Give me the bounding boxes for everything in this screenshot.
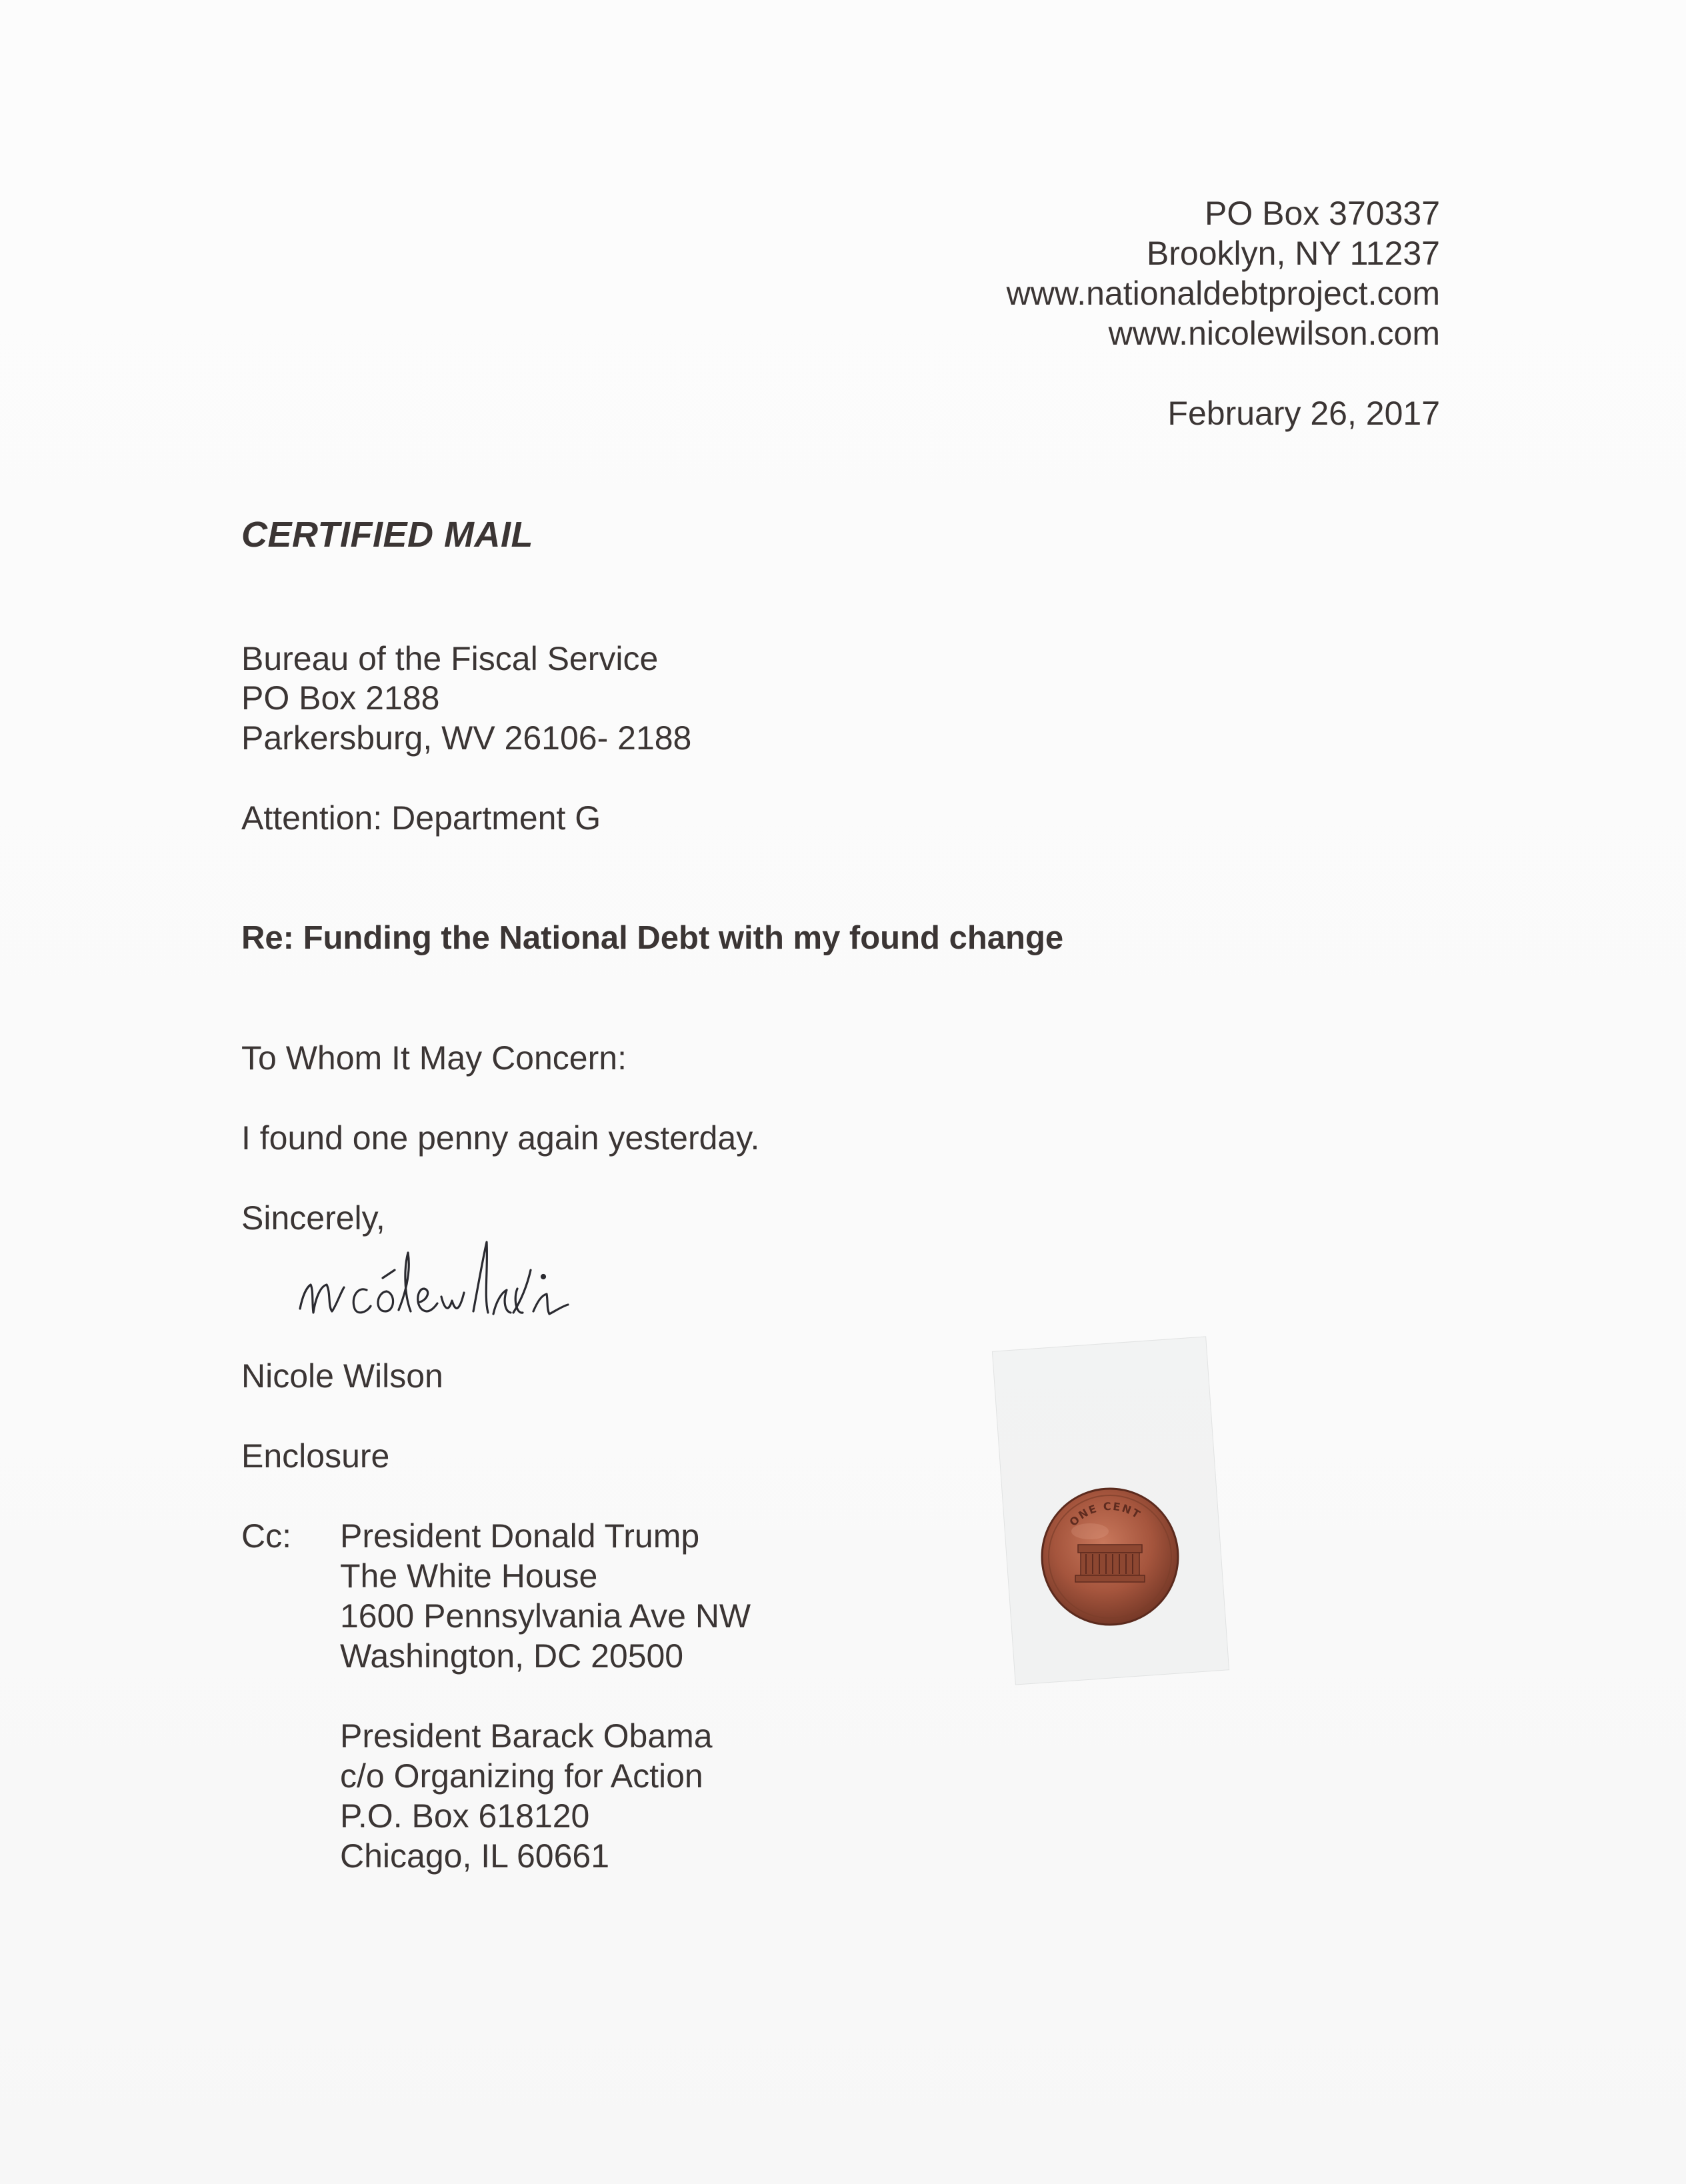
- cc-recipient-line: c/o Organizing for Action: [340, 1757, 703, 1795]
- coin-inscription: ONE CENT: [1067, 1499, 1144, 1529]
- cc-recipient-line: Chicago, IL 60661: [340, 1837, 610, 1875]
- cc-recipient-line: President Donald Trump: [340, 1517, 700, 1555]
- message-body: I found one penny again yesterday.: [241, 1119, 760, 1157]
- cc-recipient-line: Washington, DC 20500: [340, 1637, 684, 1675]
- cc-label: Cc:: [241, 1517, 291, 1555]
- letter-date: February 26, 2017: [1167, 395, 1440, 432]
- handwritten-signature: [293, 1223, 640, 1337]
- sender-website-link-2[interactable]: www.nicolewilson.com: [1108, 315, 1440, 352]
- mail-type-heading: CERTIFIED MAIL: [241, 515, 533, 555]
- cc-recipient-line: 1600 Pennsylvania Ave NW: [340, 1597, 751, 1635]
- recipient-po-box: PO Box 2188: [241, 679, 440, 717]
- enclosure-note: Enclosure: [241, 1437, 390, 1475]
- sender-website-link[interactable]: www.nationaldebtproject.com: [1006, 275, 1440, 312]
- penny-coin: [1037, 1483, 1183, 1630]
- signer-name: Nicole Wilson: [241, 1357, 443, 1395]
- recipient-name: Bureau of the Fiscal Service: [241, 640, 659, 677]
- recipient-attention: Attention: Department G: [241, 799, 601, 837]
- salutation: To Whom It May Concern:: [241, 1039, 627, 1077]
- sender-city-line: Brooklyn, NY 11237: [1146, 235, 1440, 272]
- cc-recipient-line: President Barack Obama: [340, 1717, 713, 1755]
- cc-recipient-line: The White House: [340, 1557, 598, 1595]
- subject-line: Re: Funding the National Debt with my found change: [241, 920, 1064, 956]
- recipient-city-line: Parkersburg, WV 26106- 2188: [241, 719, 692, 757]
- sender-po-box: PO Box 370337: [1204, 195, 1440, 232]
- closing: Sincerely,: [241, 1199, 385, 1237]
- cc-recipient-line: P.O. Box 618120: [340, 1797, 590, 1835]
